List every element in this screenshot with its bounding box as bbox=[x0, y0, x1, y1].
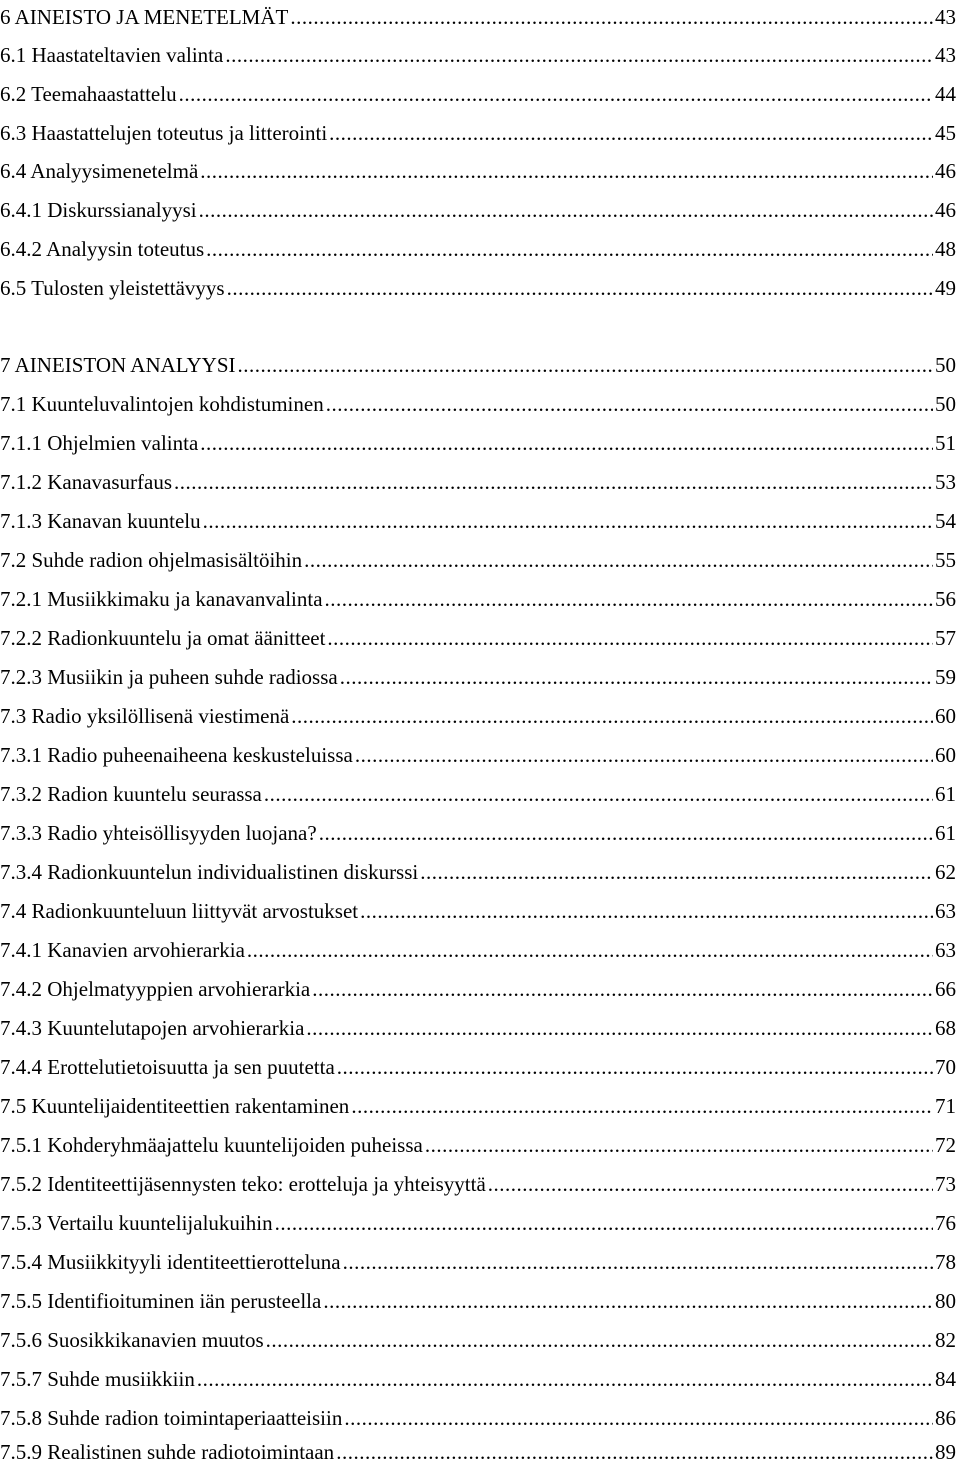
toc-entry-title: 7.3.4 Radionkuuntelun individualistinen diskurssi bbox=[0, 860, 419, 884]
toc-entry-page: 50 bbox=[935, 353, 956, 377]
toc-dot-leader bbox=[291, 701, 933, 731]
toc-dot-leader bbox=[329, 118, 933, 148]
toc-entry bbox=[0, 584, 956, 614]
toc-dot-leader bbox=[227, 273, 933, 303]
toc-dot-leader bbox=[420, 857, 933, 887]
toc-dot-leader bbox=[197, 1364, 933, 1394]
toc-entry-page: 70 bbox=[935, 1055, 956, 1079]
toc-entry bbox=[0, 1169, 956, 1199]
toc-entry-page: 56 bbox=[935, 587, 956, 611]
toc-entry-page: 84 bbox=[935, 1367, 956, 1391]
toc-entry-page: 54 bbox=[935, 509, 956, 533]
toc-dot-leader bbox=[174, 467, 933, 497]
toc-entry-title: 7.5.3 Vertailu kuuntelijalukuihin bbox=[0, 1211, 273, 1235]
toc-dot-leader bbox=[238, 350, 933, 380]
toc-entry bbox=[0, 195, 956, 225]
toc-entry-page: 80 bbox=[935, 1289, 956, 1313]
toc-entry-title: 7.1.2 Kanavasurfaus bbox=[0, 470, 173, 494]
toc-entry-page: 46 bbox=[935, 159, 956, 183]
toc-entry-page: 43 bbox=[935, 43, 956, 67]
toc-entry-title: 7.3.1 Radio puheenaiheena keskusteluissa bbox=[0, 743, 353, 767]
toc-entry-title: 7.2 Suhde radion ohjelmasisältöihin bbox=[0, 548, 303, 572]
toc-dot-leader bbox=[323, 1286, 933, 1316]
toc-entry bbox=[0, 428, 956, 458]
toc-entry-page: 60 bbox=[935, 743, 956, 767]
toc-entry-title: 6.4 Analyysimenetelmä bbox=[0, 159, 199, 183]
toc-entry bbox=[0, 506, 956, 536]
toc-entry bbox=[0, 1013, 956, 1043]
toc-entry bbox=[0, 974, 956, 1004]
toc-dot-leader bbox=[179, 79, 933, 109]
toc-entry-title: 7.5.8 Suhde radion toimintaperiaatteisiin bbox=[0, 1406, 343, 1430]
toc-entry bbox=[0, 1208, 956, 1238]
toc-entry bbox=[0, 467, 956, 497]
toc-entry-title: 6 AINEISTO JA MENETELMÄT bbox=[0, 5, 289, 29]
toc-dot-leader bbox=[200, 156, 933, 186]
toc-entry-page: 71 bbox=[935, 1094, 956, 1118]
toc-entry-title: 7.4.2 Ohjelmatyyppien arvohierarkia bbox=[0, 977, 311, 1001]
toc-entry-page: 45 bbox=[935, 121, 956, 145]
toc-entry-title: 7.1.3 Kanavan kuuntelu bbox=[0, 509, 201, 533]
toc-entry-title: 7.1 Kuunteluvalintojen kohdistuminen bbox=[0, 392, 324, 416]
toc-entry-title: 6.2 Teemahaastattelu bbox=[0, 82, 177, 106]
toc-entry-page: 66 bbox=[935, 977, 956, 1001]
toc-entry-page: 62 bbox=[935, 860, 956, 884]
toc-entry bbox=[0, 1403, 956, 1433]
toc-dot-leader bbox=[266, 1325, 933, 1355]
toc-entry-page: 68 bbox=[935, 1016, 956, 1040]
toc-entry-title: 7.1.1 Ohjelmien valinta bbox=[0, 431, 199, 455]
toc-dot-leader bbox=[336, 1437, 933, 1467]
toc-entry-title: 6.1 Haastateltavien valinta bbox=[0, 43, 224, 67]
toc-entry-title: 7.5.2 Identiteettijäsennysten teko: erotteluja ja yhteisyyttä bbox=[0, 1172, 486, 1196]
toc-entry-title: 7.4 Radionkuunteluun liittyvät arvostukset bbox=[0, 899, 359, 923]
toc-entry-page: 53 bbox=[935, 470, 956, 494]
toc-dot-leader bbox=[337, 1052, 933, 1082]
toc-entry-page: 43 bbox=[935, 5, 956, 29]
toc-entry bbox=[0, 118, 956, 148]
toc-entry-page: 59 bbox=[935, 665, 956, 689]
toc-entry bbox=[0, 2, 956, 32]
toc-dot-leader bbox=[306, 1013, 933, 1043]
toc-dot-leader bbox=[340, 662, 933, 692]
toc-entry-title: 6.4.2 Analyysin toteutus bbox=[0, 237, 205, 261]
toc-entry bbox=[0, 273, 956, 303]
toc-entry-title: 7.5.5 Identifioituminen iän perusteella bbox=[0, 1289, 322, 1313]
toc-dot-leader bbox=[200, 428, 933, 458]
toc-entry bbox=[0, 896, 956, 926]
toc-entry-page: 51 bbox=[935, 431, 956, 455]
toc-entry-title: 7.5.9 Realistinen suhde radiotoimintaan bbox=[0, 1440, 335, 1464]
toc-entry-page: 60 bbox=[935, 704, 956, 728]
toc-dot-leader bbox=[488, 1169, 933, 1199]
toc-dot-leader bbox=[343, 1247, 933, 1277]
toc-dot-leader bbox=[199, 195, 933, 225]
toc-entry bbox=[0, 40, 956, 70]
toc-entry bbox=[0, 740, 956, 770]
toc-entry-page: 61 bbox=[935, 821, 956, 845]
toc-entry-title: 6.3 Haastattelujen toteutus ja litterointi bbox=[0, 121, 328, 145]
toc-entry-page: 44 bbox=[935, 82, 956, 106]
toc-entry bbox=[0, 1437, 956, 1467]
toc-dot-leader bbox=[247, 935, 933, 965]
toc-entry-title: 7.3 Radio yksilöllisenä viestimenä bbox=[0, 704, 290, 728]
toc-entry bbox=[0, 1286, 956, 1316]
toc-entry-title: 7.5.7 Suhde musiikkiin bbox=[0, 1367, 195, 1391]
toc-entry-title: 7.3.2 Radion kuuntelu seurassa bbox=[0, 782, 262, 806]
toc-entry-title: 7.2.3 Musiikin ja puheen suhde radiossa bbox=[0, 665, 338, 689]
toc-dot-leader bbox=[425, 1130, 933, 1160]
toc-entry-title: 7.5.4 Musiikkityyli identiteettierotteluna bbox=[0, 1250, 341, 1274]
toc-entry bbox=[0, 1052, 956, 1082]
toc-entry bbox=[0, 79, 956, 109]
toc-entry-page: 78 bbox=[935, 1250, 956, 1274]
toc-entry bbox=[0, 1364, 956, 1394]
toc-entry bbox=[0, 662, 956, 692]
toc-entry-page: 82 bbox=[935, 1328, 956, 1352]
toc-dot-leader bbox=[327, 623, 933, 653]
toc-entry bbox=[0, 545, 956, 575]
toc-entry-title: 7.3.3 Radio yhteisöllisyyden luojana? bbox=[0, 821, 317, 845]
toc-dot-leader bbox=[275, 1208, 933, 1238]
toc-entry bbox=[0, 234, 956, 264]
toc-entry bbox=[0, 350, 956, 380]
toc-entry-page: 63 bbox=[935, 899, 956, 923]
toc-dot-leader bbox=[264, 779, 933, 809]
toc-entry-title: 7.4.4 Erottelutietoisuutta ja sen puutetta bbox=[0, 1055, 335, 1079]
toc-entry-title: 7.4.3 Kuuntelutapojen arvohierarkia bbox=[0, 1016, 305, 1040]
toc-dot-leader bbox=[344, 1403, 933, 1433]
toc-entry-page: 50 bbox=[935, 392, 956, 416]
toc-entry bbox=[0, 156, 956, 186]
toc-dot-leader bbox=[206, 234, 933, 264]
toc-entry bbox=[0, 389, 956, 419]
toc-entry bbox=[0, 1247, 956, 1277]
toc-entry bbox=[0, 1130, 956, 1160]
toc-entry-page: 86 bbox=[935, 1406, 956, 1430]
toc-entry bbox=[0, 701, 956, 731]
toc-entry-page: 89 bbox=[935, 1440, 956, 1464]
toc-dot-leader bbox=[312, 974, 933, 1004]
toc-entry-title: 6.4.1 Diskurssianalyysi bbox=[0, 198, 197, 222]
toc-dot-leader bbox=[290, 2, 933, 32]
toc-entry-title: 7.2.1 Musiikkimaku ja kanavanvalinta bbox=[0, 587, 323, 611]
toc-entry-title: 7.5.6 Suosikkikanavien muutos bbox=[0, 1328, 264, 1352]
toc-entry-page: 73 bbox=[935, 1172, 956, 1196]
toc-entry bbox=[0, 935, 956, 965]
toc-dot-leader bbox=[304, 545, 933, 575]
toc-entry-title: 7.5.1 Kohderyhmäajattelu kuuntelijoiden puheissa bbox=[0, 1133, 423, 1157]
toc-entry bbox=[0, 623, 956, 653]
toc-entry bbox=[0, 857, 956, 887]
toc-dot-leader bbox=[203, 506, 933, 536]
toc-entry-title: 7 AINEISTON ANALYYSI bbox=[0, 353, 236, 377]
toc-dot-leader bbox=[355, 740, 933, 770]
toc-entry-page: 63 bbox=[935, 938, 956, 962]
toc-entry bbox=[0, 1091, 956, 1121]
toc-dot-leader bbox=[225, 40, 933, 70]
toc-entry-title: 7.4.1 Kanavien arvohierarkia bbox=[0, 938, 245, 962]
toc-entry-title: 7.2.2 Radionkuuntelu ja omat äänitteet bbox=[0, 626, 326, 650]
toc-dot-leader bbox=[325, 584, 933, 614]
toc-dot-leader bbox=[351, 1091, 933, 1121]
toc-entry-page: 49 bbox=[935, 276, 956, 300]
toc-entry-page: 48 bbox=[935, 237, 956, 261]
toc-dot-leader bbox=[326, 389, 933, 419]
toc-entry bbox=[0, 818, 956, 848]
toc-entry-page: 46 bbox=[935, 198, 956, 222]
toc-dot-leader bbox=[319, 818, 933, 848]
toc-entry-title: 6.5 Tulosten yleistettävyys bbox=[0, 276, 225, 300]
toc-entry-page: 57 bbox=[935, 626, 956, 650]
toc-entry-page: 72 bbox=[935, 1133, 956, 1157]
toc-entry bbox=[0, 779, 956, 809]
toc-entry-title: 7.5 Kuuntelijaidentiteettien rakentaminen bbox=[0, 1094, 350, 1118]
toc-entry-page: 61 bbox=[935, 782, 956, 806]
toc-entry bbox=[0, 1325, 956, 1355]
toc-entry-page: 76 bbox=[935, 1211, 956, 1235]
toc-dot-leader bbox=[360, 896, 933, 926]
toc-entry-page: 55 bbox=[935, 548, 956, 572]
